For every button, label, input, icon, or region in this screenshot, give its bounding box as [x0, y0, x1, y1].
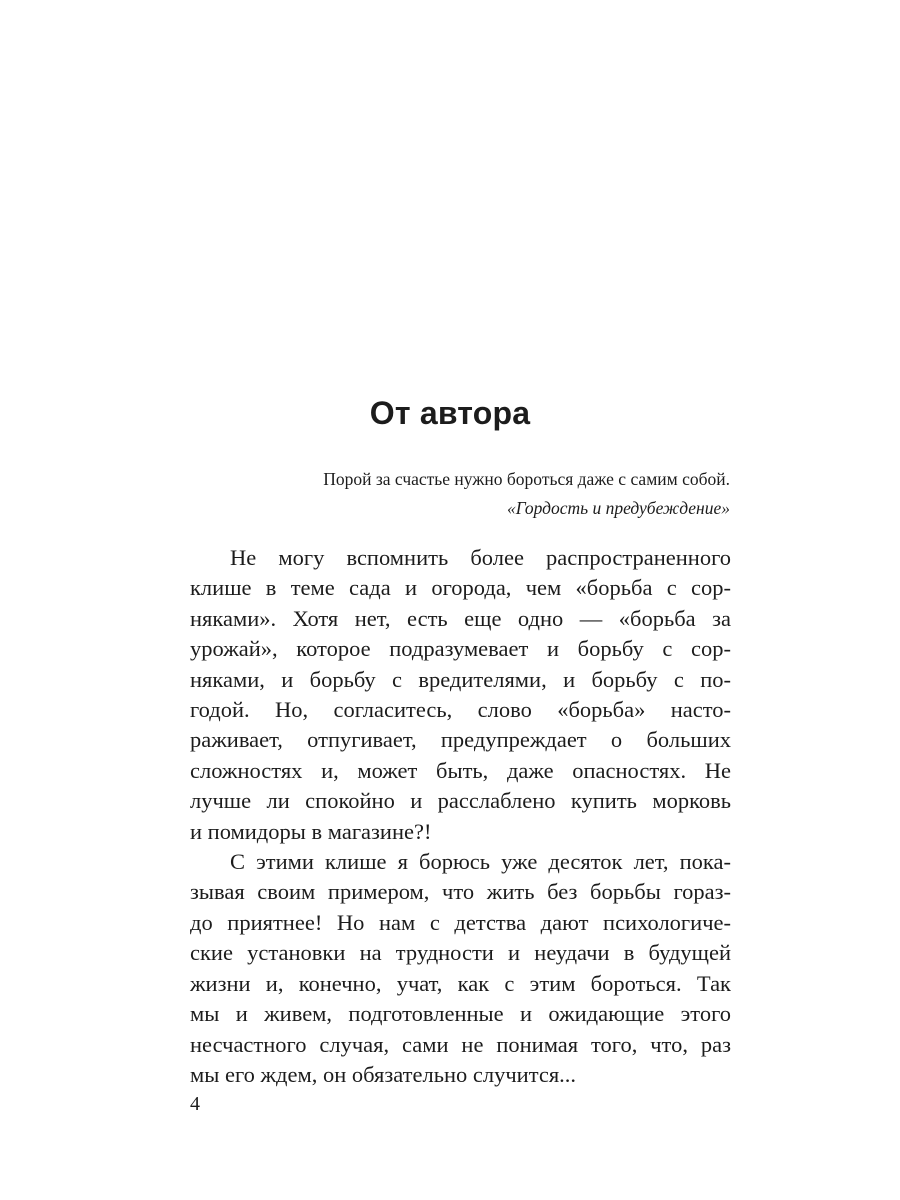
text-line: и помидоры в магазине?!	[190, 818, 432, 844]
body-text	[190, 543, 731, 1090]
paragraph-2	[190, 847, 731, 1090]
text-line: сложностях и, может быть, даже опасностях. Не	[190, 757, 731, 783]
text-line: несчастного случая, сами не понимая того, что, раз	[190, 1031, 731, 1057]
text-line: зывая своим примером, что жить без борьбы гораз-	[190, 879, 731, 905]
epigraph-quote: Порой за счастье нужно бороться даже с самим собой.	[323, 469, 730, 489]
text-line: раживает, отпугивает, предупреждает о больших	[190, 727, 731, 753]
text-line: няками, и борьбу с вредителями, и борьбу с по-	[190, 666, 731, 692]
text-line: Не могу вспомнить более распространенного	[230, 545, 731, 570]
text-line: урожай», которое подразумевает и борьбу с сор-	[190, 636, 731, 662]
text-line: жизни и, конечно, учат, как с этим бороться. Так	[190, 970, 731, 996]
text-line: клише в теме сада и огорода, чем «борьба с сор-	[190, 575, 731, 601]
text-line: С этими клише я борюсь уже десяток лет, пока-	[230, 849, 731, 875]
paragraph-1	[190, 543, 731, 847]
page-number: 4	[190, 1093, 200, 1115]
text-line: лучше ли спокойно и расслаблено купить морковь	[190, 788, 731, 814]
text-line: няками». Хотя нет, есть еще одно — «борьба за	[190, 605, 731, 631]
text-line: до приятнее! Но нам с детства дают психологиче-	[190, 909, 731, 935]
chapter-title: От автора	[369, 395, 531, 431]
text-line: мы и живем, подготовленные и ожидающие этого	[190, 1001, 731, 1027]
text-line: мы его ждем, он обязательно случится...	[190, 1061, 577, 1087]
text-line: ские установки на трудности и неудачи в будущей	[190, 940, 731, 966]
text-line: годой. Но, согласитесь, слово «борьба» насто-	[190, 697, 731, 723]
epigraph-source: «Гордость и предубеждение»	[507, 498, 730, 518]
epigraph	[230, 465, 730, 523]
